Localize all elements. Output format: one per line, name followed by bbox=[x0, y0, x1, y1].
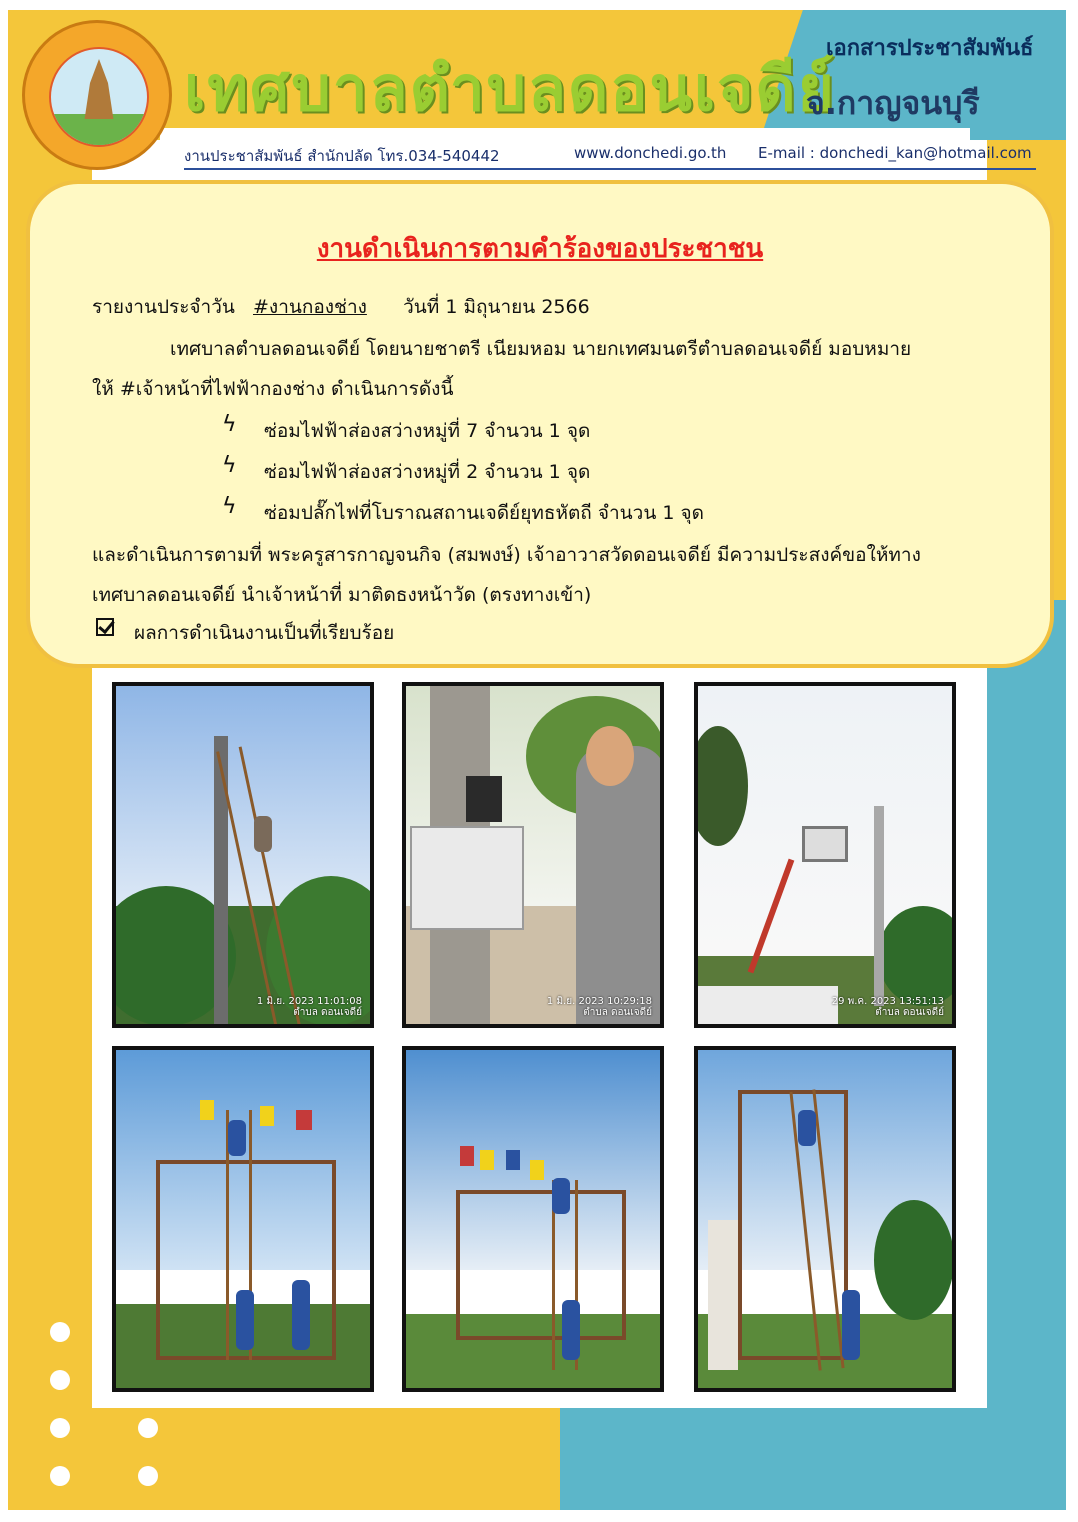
decorative-dot bbox=[50, 1322, 70, 1342]
chedi-icon bbox=[81, 59, 117, 119]
province-label: จ.กาญจนบุรี bbox=[806, 84, 980, 122]
photo-flag-frame-3 bbox=[694, 1046, 956, 1392]
checked-box-icon bbox=[96, 618, 114, 636]
decorative-dot bbox=[50, 1466, 70, 1486]
yellow-flag bbox=[200, 1100, 214, 1120]
worker bbox=[562, 1300, 580, 1360]
paragraph-1-line-1: เทศบาลตำบลดอนเจดีย์ โดยนายชาตรี เนียมหอม นายกเทศมนตรีตำบลดอนเจดีย์ มอบหมาย bbox=[170, 338, 912, 360]
meter-box bbox=[466, 776, 502, 822]
decorative-dot bbox=[138, 1466, 158, 1486]
result-text: ผลการดำเนินงานเป็นที่เรียบร้อย bbox=[134, 622, 395, 644]
paragraph-1-line-2: ให้ #เจ้าหน้าที่ไฟฟ้ากองช่าง ดำเนินการดังนี้ bbox=[92, 378, 454, 400]
electrical-cabinet bbox=[410, 826, 524, 930]
photo-bucket-truck bbox=[694, 682, 956, 1028]
task-item-3: ซ่อมปลั๊กไฟที่โบราณสถานเจดีย์ยุทธหัตถี จำนวน 1 จุด bbox=[264, 502, 704, 524]
content-card bbox=[26, 180, 1054, 668]
tree bbox=[874, 1200, 954, 1320]
thai-flag bbox=[460, 1146, 474, 1166]
photo-electrical-box bbox=[402, 682, 664, 1028]
photo-pole-ladder bbox=[112, 682, 374, 1028]
worker bbox=[228, 1120, 246, 1156]
worker bbox=[236, 1290, 254, 1350]
lightning-bolt-icon: ϟ bbox=[222, 453, 237, 478]
technician-head bbox=[586, 726, 634, 786]
email-link[interactable]: E-mail : donchedi_kan@hotmail.com bbox=[758, 144, 1032, 162]
stamp-place: ตำบล ดอนเจดีย์ bbox=[293, 1007, 362, 1018]
report-prefix: รายงานประจำวัน bbox=[92, 296, 235, 318]
photo-timestamp bbox=[832, 996, 944, 1018]
decorative-dot bbox=[50, 1418, 70, 1438]
report-date: วันที่ 1 มิถุนายน 2566 bbox=[403, 296, 590, 318]
stamp-place: ตำบล ดอนเจดีย์ bbox=[875, 1007, 944, 1018]
task-item-1: ซ่อมไฟฟ้าส่องสว่างหมู่ที่ 7 จำนวน 1 จุด bbox=[264, 420, 591, 442]
worker bbox=[842, 1290, 860, 1360]
thai-flag bbox=[296, 1110, 312, 1130]
decorative-dot bbox=[138, 1418, 158, 1438]
website-link[interactable]: www.donchedi.go.th bbox=[574, 144, 727, 162]
bucket bbox=[802, 826, 848, 862]
thai-flag bbox=[506, 1150, 520, 1170]
photo-timestamp bbox=[547, 996, 652, 1018]
report-line bbox=[92, 292, 590, 322]
worker bbox=[552, 1178, 570, 1214]
doc-type-label: เอกสารประชาสัมพันธ์ bbox=[826, 36, 1034, 61]
contact-row bbox=[184, 142, 1036, 170]
seal-emblem bbox=[49, 47, 149, 147]
yellow-flag bbox=[530, 1160, 544, 1180]
photo-flag-frame-2 bbox=[402, 1046, 664, 1392]
steel-frame bbox=[456, 1190, 626, 1340]
worker bbox=[254, 816, 272, 852]
yellow-flag bbox=[480, 1150, 494, 1170]
stamp-time: 29 พ.ค. 2023 13:51:13 bbox=[831, 996, 944, 1007]
yellow-flag bbox=[260, 1106, 274, 1126]
stamp-place: ตำบล ดอนเจดีย์ bbox=[583, 1007, 652, 1018]
worker bbox=[292, 1280, 310, 1350]
card-title: งานดำเนินการตามคำร้องของประชาชน bbox=[316, 234, 764, 264]
truck bbox=[698, 986, 838, 1028]
task-item-2: ซ่อมไฟฟ้าส่องสว่างหมู่ที่ 2 จำนวน 1 จุด bbox=[264, 461, 591, 483]
photo-timestamp bbox=[257, 996, 362, 1018]
stamp-time: 1 มิ.ย. 2023 11:01:08 bbox=[256, 996, 362, 1007]
org-name: เทศบาลตำบลดอนเจดีย์ bbox=[184, 52, 836, 125]
paragraph-2-line-2: เทศบาลดอนเจดีย์ นำเจ้าหน้าที่ มาติดธงหน้าวัด (ตรงทางเข้า) bbox=[92, 584, 592, 606]
lightning-bolt-icon: ϟ bbox=[222, 412, 237, 437]
paragraph-2-line-1: และดำเนินการตามที่ พระครูสารกาญจนกิจ (สมพงษ์) เจ้าอาวาสวัดดอนเจดีย์ มีความประสงค์ขอให้ทาง bbox=[92, 544, 921, 566]
lightning-bolt-icon: ϟ bbox=[222, 494, 237, 519]
utility-pole bbox=[874, 806, 884, 1006]
photo-flag-frame-1 bbox=[112, 1046, 374, 1392]
decorative-dot bbox=[50, 1370, 70, 1390]
worker bbox=[798, 1110, 816, 1146]
technician bbox=[576, 746, 664, 1028]
stamp-time: 1 มิ.ย. 2023 10:29:18 bbox=[546, 996, 652, 1007]
report-tag[interactable]: #งานกองช่าง bbox=[253, 296, 367, 318]
municipality-seal-logo bbox=[22, 20, 172, 170]
gate-pillar bbox=[708, 1220, 738, 1370]
contact-office: งานประชาสัมพันธ์ สำนักปลัด โทร.034-540442 bbox=[184, 147, 500, 165]
